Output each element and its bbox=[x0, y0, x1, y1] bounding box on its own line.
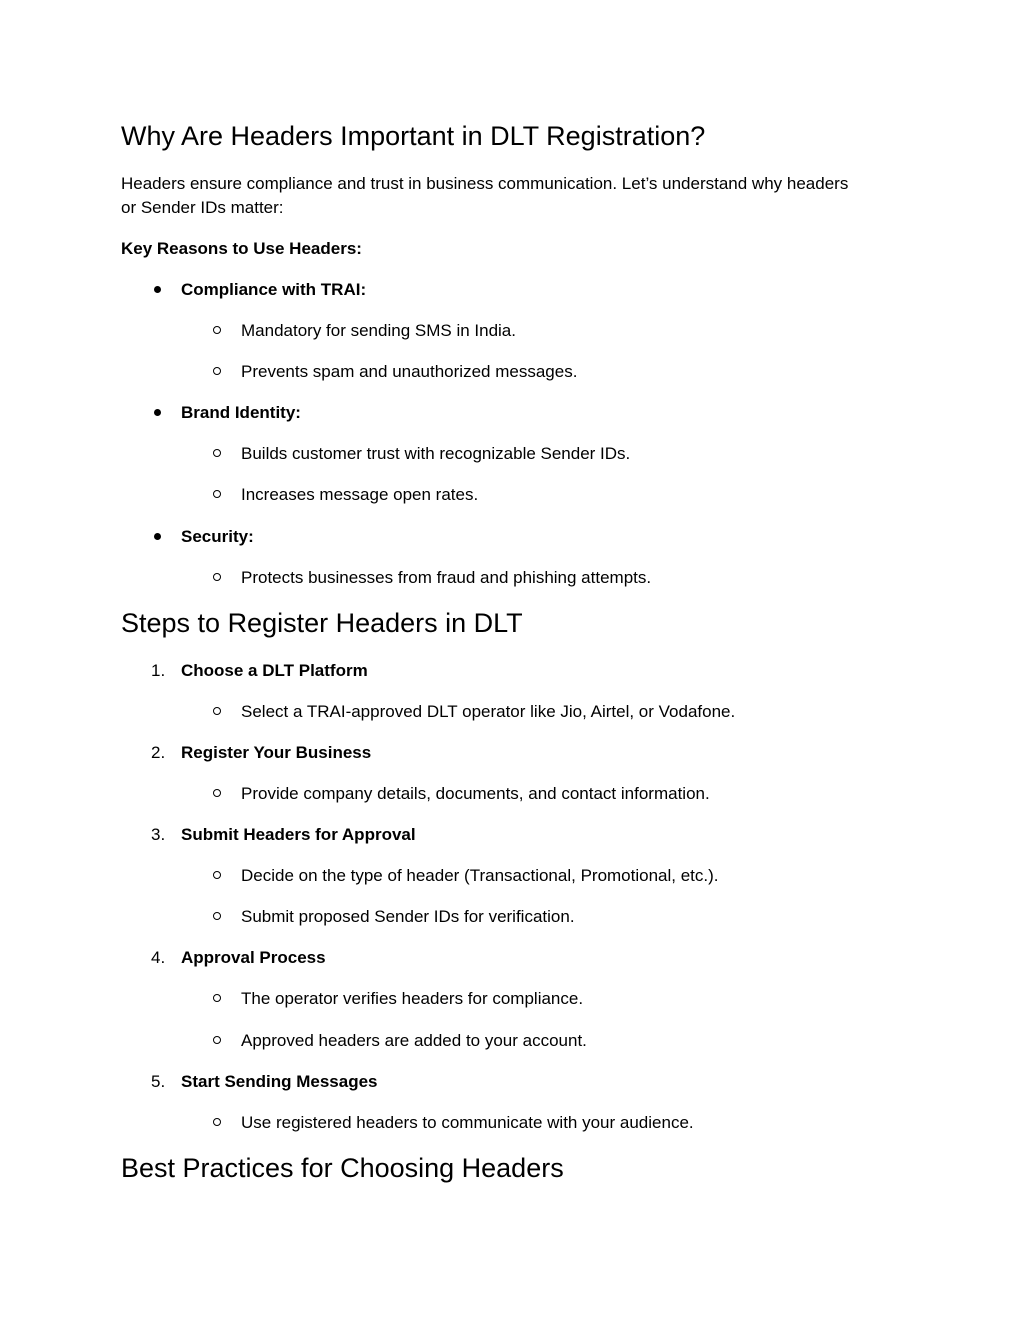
step-title: Submit Headers for Approval bbox=[181, 825, 416, 844]
list-item: Mandatory for sending SMS in India. bbox=[241, 321, 516, 340]
list-item: Increases message open rates. bbox=[241, 485, 479, 504]
list-item: Decide on the type of header (Transactional, Promotional, etc.). bbox=[241, 866, 719, 885]
subheading: Key Reasons to Use Headers: bbox=[121, 239, 362, 258]
list-item: The operator verifies headers for compliance. bbox=[241, 989, 584, 1008]
hollow-bullet-icon bbox=[213, 871, 221, 879]
list-item-title: Security: bbox=[181, 527, 254, 546]
intro-paragraph-line: Headers ensure compliance and trust in business communication. Let’s understand why headers bbox=[121, 174, 849, 193]
list-item: Approved headers are added to your account. bbox=[241, 1031, 587, 1050]
section-heading: Why Are Headers Important in DLT Registration? bbox=[121, 121, 706, 151]
intro-paragraph-line: or Sender IDs matter: bbox=[121, 198, 284, 217]
bullet-icon bbox=[154, 533, 161, 540]
step-number: 1. bbox=[151, 661, 166, 680]
hollow-bullet-icon bbox=[213, 1036, 221, 1044]
hollow-bullet-icon bbox=[213, 912, 221, 920]
list-item-title: Brand Identity: bbox=[181, 403, 301, 422]
hollow-bullet-icon bbox=[213, 326, 221, 334]
list-item-title: Compliance with TRAI: bbox=[181, 280, 367, 299]
list-item: Builds customer trust with recognizable Sender IDs. bbox=[241, 444, 631, 463]
hollow-bullet-icon bbox=[213, 573, 221, 581]
section-heading: Steps to Register Headers in DLT bbox=[121, 608, 523, 638]
hollow-bullet-icon bbox=[213, 789, 221, 797]
step-number: 2. bbox=[151, 743, 166, 762]
hollow-bullet-icon bbox=[213, 1118, 221, 1126]
hollow-bullet-icon bbox=[213, 994, 221, 1002]
list-item: Protects businesses from fraud and phishing attempts. bbox=[241, 568, 652, 587]
list-item: Select a TRAI-approved DLT operator like Jio, Airtel, or Vodafone. bbox=[241, 702, 736, 721]
step-number: 4. bbox=[151, 948, 166, 967]
step-title: Approval Process bbox=[181, 948, 326, 967]
list-item: Provide company details, documents, and contact information. bbox=[241, 784, 710, 803]
list-item: Submit proposed Sender IDs for verification. bbox=[241, 907, 575, 926]
step-title: Choose a DLT Platform bbox=[181, 661, 368, 680]
bullet-icon bbox=[154, 409, 161, 416]
step-number: 3. bbox=[151, 825, 166, 844]
hollow-bullet-icon bbox=[213, 707, 221, 715]
step-number: 5. bbox=[151, 1072, 166, 1091]
hollow-bullet-icon bbox=[213, 449, 221, 457]
step-title: Register Your Business bbox=[181, 743, 372, 762]
hollow-bullet-icon bbox=[213, 490, 221, 498]
step-title: Start Sending Messages bbox=[181, 1072, 378, 1091]
hollow-bullet-icon bbox=[213, 367, 221, 375]
bullet-icon bbox=[154, 286, 161, 293]
section-heading: Best Practices for Choosing Headers bbox=[121, 1153, 564, 1183]
list-item: Prevents spam and unauthorized messages. bbox=[241, 362, 578, 381]
list-item: Use registered headers to communicate with your audience. bbox=[241, 1113, 694, 1132]
